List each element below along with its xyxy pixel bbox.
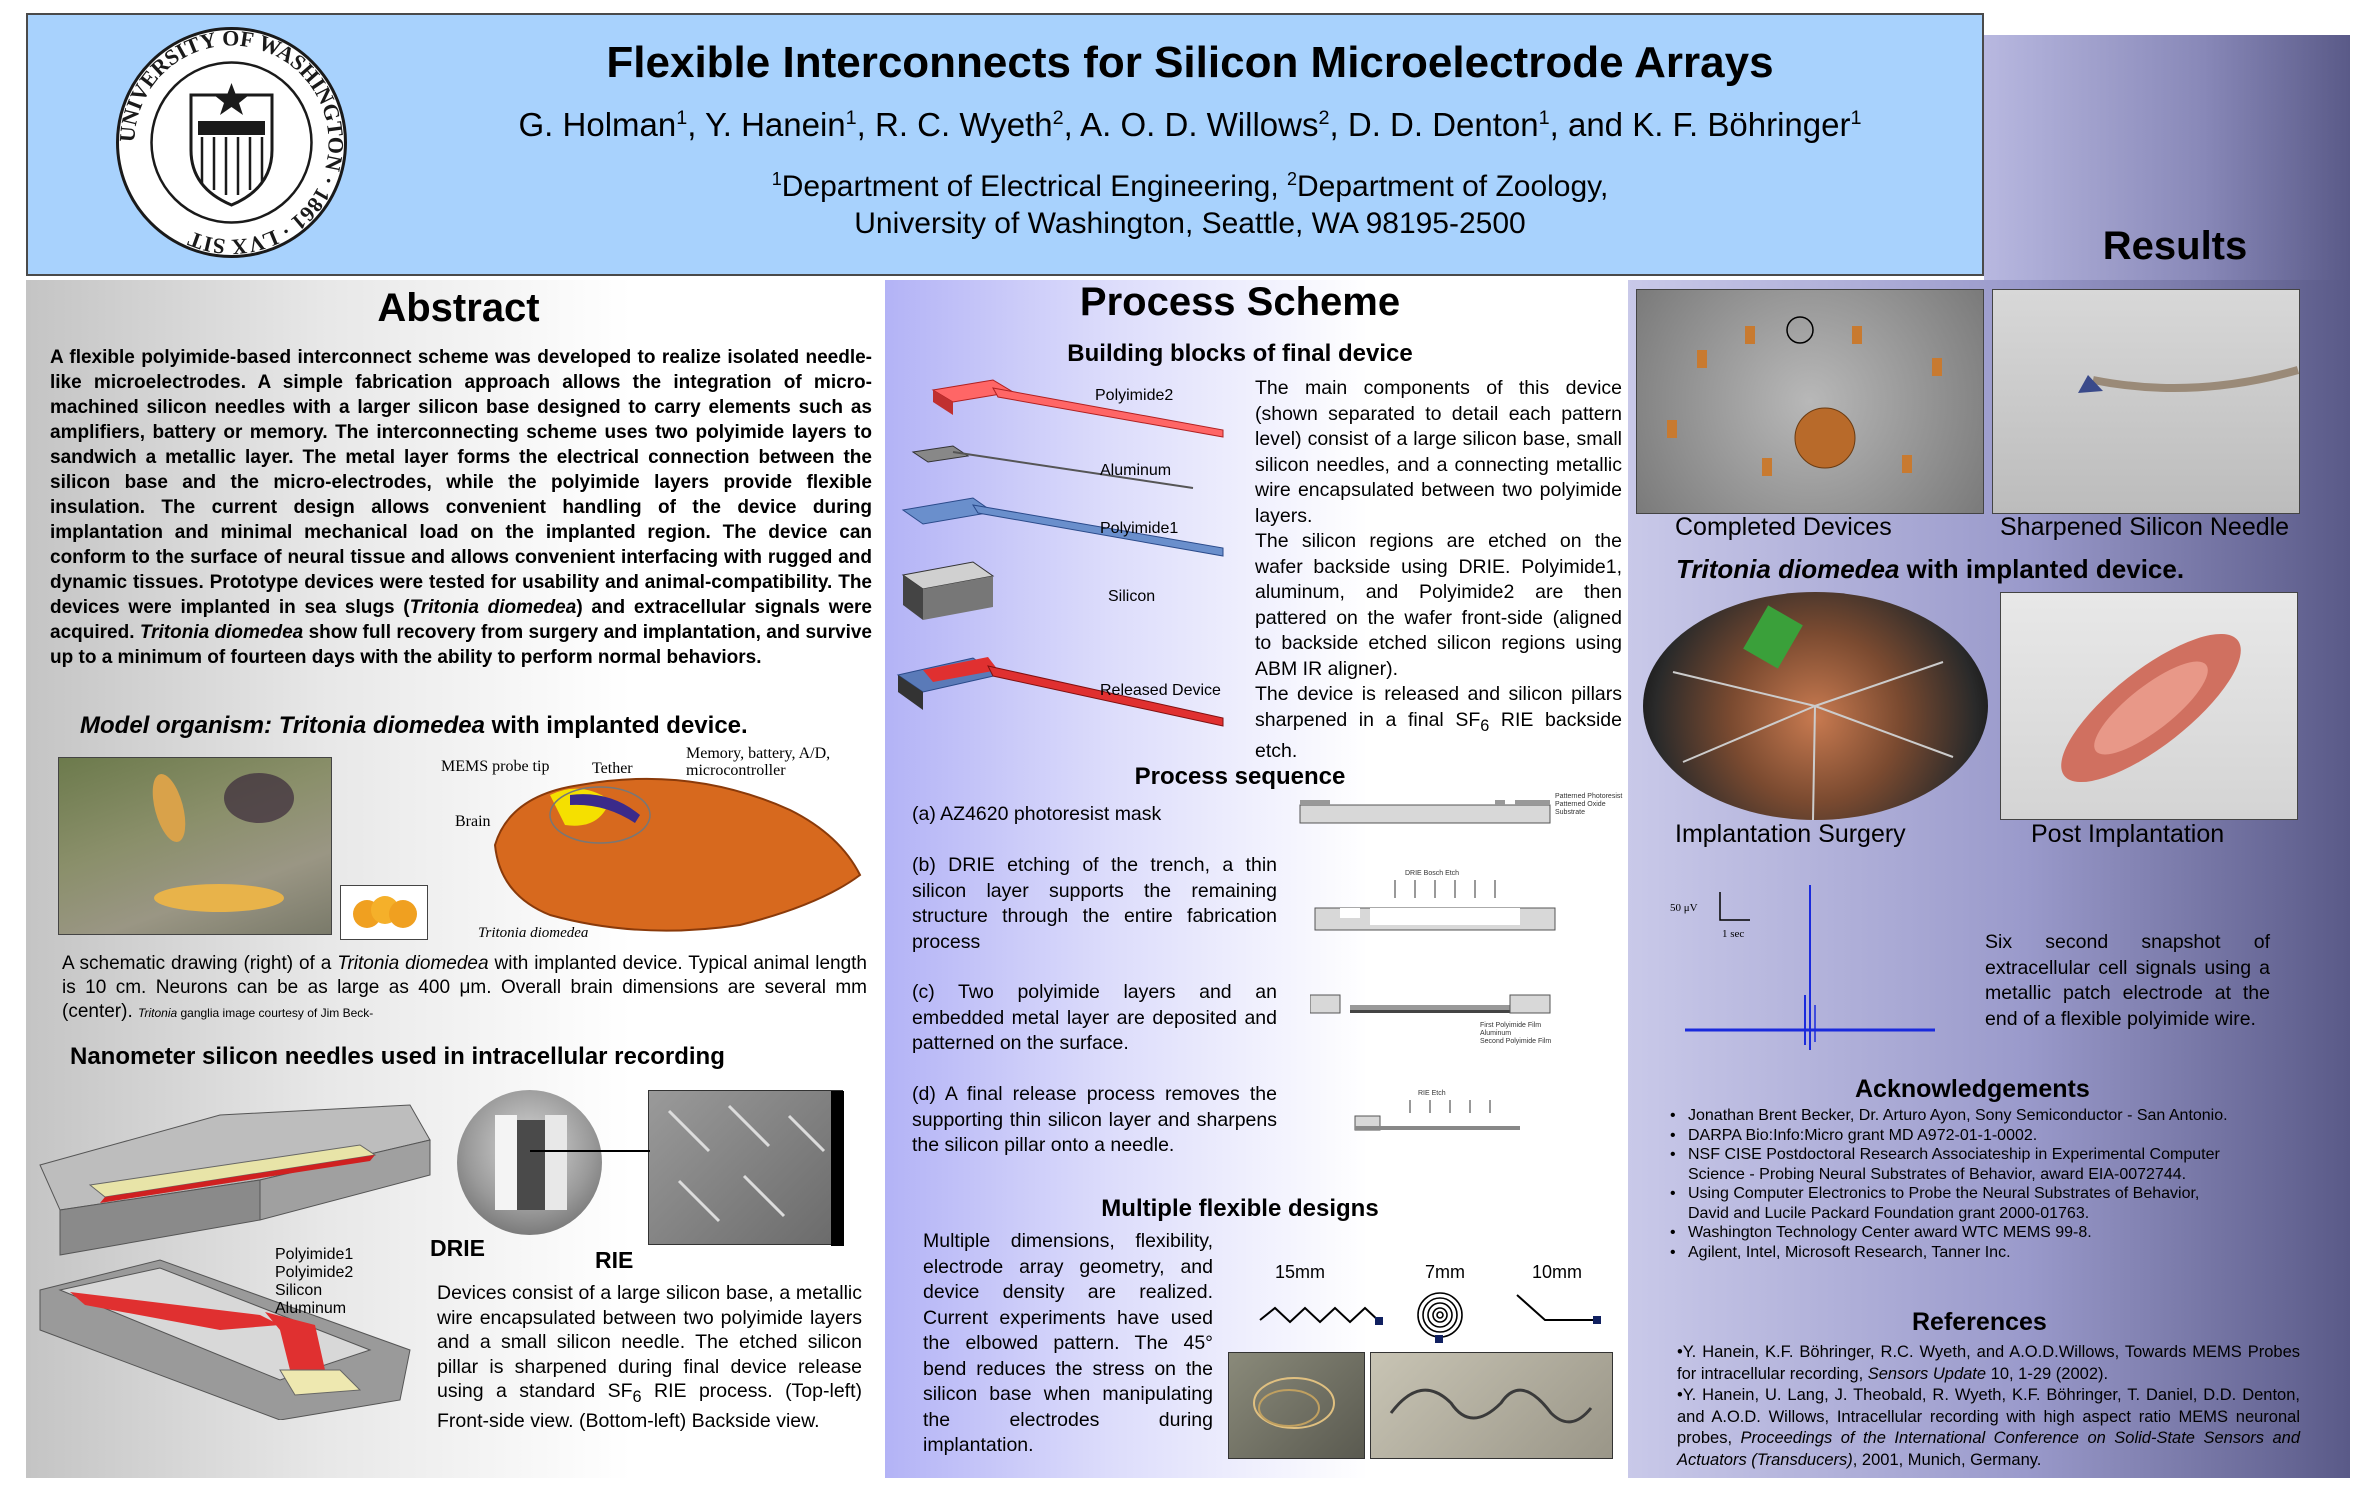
caption-sharpened-needle: Sharpened Silicon Needle (2000, 513, 2290, 541)
author-name: G. Holman (518, 106, 677, 143)
rie-sem-image (648, 1090, 843, 1245)
author-name: R. C. Wyeth (875, 106, 1053, 143)
design-photo-1 (1228, 1352, 1365, 1459)
ack-item: • Jonathan Brent Becker, Dr. Arturo Ayon, Sony Semiconductor - San Antonio. (1670, 1106, 2240, 1126)
caption-implantation-surgery: Implantation Surgery (1675, 820, 1906, 848)
building-blocks-text: The main components of this device (shown separated to detail each pattern level) consist of a large silicon base, small silicon needles, and a connecting metallic wire encapsulated between two polyimide layers. The silicon regions are etched on the wafer backside using DRIE. Polyimide1, aluminum, and Polyimide2 are then pattered on the wafer front-side (aligned to backside etched silicon regions using ABM IR aligner). The device is released and silicon pillars sharpened in a final $SF_6$ RIE backside etch. (1255, 377, 1622, 762)
references-list (1677, 1342, 2300, 1471)
completed-devices-photo (1636, 289, 1984, 514)
design-label-15mm: 15mm (1275, 1262, 1326, 1282)
step-c: (c) Two polyimide layers and an embedded metal layer are deposited and patterned on the surface. (912, 981, 1277, 1054)
process-heading: Process Scheme (1079, 280, 1401, 324)
scale-time: 1 sec (1722, 928, 1745, 940)
diagram-c-labels: First Polyimide Film Aluminum Second Polyimide Film (1480, 1022, 1552, 1045)
design-label-10mm: 10mm (1532, 1262, 1583, 1282)
post-implantation-photo (2000, 592, 2298, 820)
device-front-view (30, 1085, 450, 1265)
sharpened-needle-photo (1992, 289, 2300, 514)
ack-list (1670, 1106, 2240, 1262)
diagram-step-a (1295, 790, 1555, 830)
reference-2: •Y. Hanein, U. Lang, J. Theobald, R. Wyeth, K.F. Böhringer, T. Daniel, D.D. Denton, and A.O.D. Willows, Intracellular recording with high aspect ratio MEMS neuronal probes, Proceedings of the International Conference on Solid-State Sensors and Actuators (Transducers), 2001, Munich, Germany. (1677, 1386, 2300, 1469)
author-name: K. F. Böhringer (1632, 106, 1851, 143)
university-seal (114, 25, 349, 260)
reference-1: •Y. Hanein, K.F. Böhringer, R.C. Wyeth, and A.O.D.Willows, Towards MEMS Probes for intracellular recording, Sensors Update 10, 1-29 (2002). (1677, 1343, 2300, 1383)
ack-item: • Agilent, Intel, Microsoft Research, Tanner Inc. (1670, 1243, 2240, 1263)
diagram-a-labels: Patterned Photoresist Patterned Oxide Substrate (1555, 793, 1623, 816)
scale-voltage: 50 μV (1670, 902, 1698, 914)
ack-item: • Using Computer Electronics to Probe the Neural Substrates of Behavior, David and Lucile Packard Foundation grant 2000-01763. (1670, 1184, 2240, 1223)
species-label: Tritonia diomedea (478, 925, 589, 941)
poster-title: Flexible Interconnects for Silicon Microelectrode Arrays (606, 38, 1774, 87)
tether-label: Tether (592, 760, 633, 777)
references-heading: References (1912, 1308, 2047, 1336)
rie-label: RIE (595, 1247, 634, 1273)
sem-arrow (530, 1150, 650, 1152)
step-d: (d) A final release process removes the supporting thin silicon layer and sharpens the silicon pillar onto a needle. (912, 1083, 1277, 1156)
author-name: D. D. Denton (1347, 106, 1539, 143)
ack-item: • Washington Technology Center award WTC MEMS 99-8. (1670, 1223, 2240, 1243)
step-b: (b) DRIE etching of the trench, a thin silicon layer supports the remaining structure through the entire fabrication process (912, 854, 1277, 953)
drie-sem-image (457, 1090, 602, 1235)
abstract-text: A flexible polyimide-based interconnect scheme was developed to realize isolated needle-like microelectrodes. A simple fabrication approach allows the integration of micro-machined silicon needles with a larger silicon base designed to carry elements such as amplifiers, battery or memory. The interconnecting scheme uses two polyimide layers to sandwich a metallic layer. The metal layer forms the electrical connection between the silicon base and the micro-electrodes, while the polyimide layers provide flexible insulation. The current design allows convenient handling of the device during implantation and minimal mechanical load on the implanted region. The device can conform to the surface of neural tissue and allows convenient interfacing with rugged and dynamic tissues. Prototype devices were tested for usability and animal-compatibility. The devices were implanted in sea slugs (Tritonia diomedea) and extracellular signals were acquired. Tritonia diomedea show full recovery from surgery and implantation, and survive up to a minimum of fourteen days with the ability to perform normal behaviors. (50, 347, 873, 668)
model-caption: A schematic drawing (right) of a Tritonia diomedea with implanted device. Typical animal length is 10 cm. Neurons can be as large as 400 μm. Overall brain dimensions are several mm (center). Tritonia ganglia image courtesy of Jim Beck- (62, 953, 868, 1022)
label-silicon: Silicon (1108, 588, 1156, 605)
building-blocks-heading: Building blocks of final device (1067, 340, 1413, 367)
sea-slug-photo (58, 757, 332, 935)
needles-heading: Nanometer silicon needles used in intracellular recording (70, 1043, 725, 1070)
probe-label: MEMS probe tip (441, 758, 550, 775)
signal-trace (1665, 880, 1965, 1060)
implantation-surgery-photo (1643, 592, 1988, 820)
seal-text: UNIVERSITY OF WASHINGTON · 1861 · LVX SIT (114, 25, 349, 260)
model-heading: Model organism: Tritonia diomedea with implanted device. (80, 712, 748, 739)
drie-label: DRIE (430, 1235, 485, 1261)
caption-post-implantation: Post Implantation (2031, 820, 2225, 848)
slug-schematic (490, 755, 870, 945)
device-back-view (30, 1250, 420, 1420)
ack-item: • DARPA Bio:Info:Micro grant MD A972-01-1-0002. (1670, 1126, 2240, 1146)
memory-label: Memory, battery, A/D, microcontroller (686, 745, 831, 779)
brain-label: Brain (455, 813, 491, 830)
author-list: G. Holman$^1$, Y. Hanein$^1$, R. C. Wyeth$^2$, A. O. D. Willows$^2$, D. D. Denton$^1$, and K. F. Böhringer$^1$ (518, 106, 1862, 143)
needles-text: Devices consist of a large silicon base, a metallic wire encapsulated between two polyimide layers and a small silicon needle. The etched silicon pillar is sharpened during final device release using a standard $SF_6$ RIE process. (Top-left) Front-side view. (Bottom-left) Backside view. (437, 1282, 862, 1433)
designs-heading: Multiple flexible designs (1101, 1195, 1379, 1222)
author-name: A. O. D. Willows (1080, 106, 1319, 143)
results-heading: Results (2102, 224, 2248, 268)
ganglia-photo (340, 885, 428, 940)
label-aluminum: Aluminum (1100, 462, 1172, 479)
design-shapes (1255, 1290, 1615, 1345)
design-photo-2 (1370, 1352, 1613, 1459)
signal-caption: Six second snapshot of extracellular cell signals using a metallic patch electrode at the end of a flexible polyimide wire. (1985, 931, 2270, 1030)
label-polyimide1: Polyimide1 (1100, 520, 1179, 537)
step-a: (a) AZ4620 photoresist mask (912, 803, 1162, 825)
diagram-b-label: DRIE Bosch Etch (1405, 870, 1460, 877)
caption-completed-devices: Completed Devices (1675, 513, 1892, 541)
label-released: Released Device (1100, 682, 1221, 699)
diagram-d-label: RIE Etch (1418, 1090, 1446, 1097)
ack-item: • NSF CISE Postdoctoral Research Associateship in Experimental Computer Science - Probing Neural Substrates of Behavior, award EIA-0072744. (1670, 1145, 2240, 1184)
diagram-step-b (1310, 868, 1560, 933)
abstract-heading: Abstract (377, 286, 540, 330)
layer-legend: Polyimide1 Polyimide2 Silicon Aluminum (275, 1246, 354, 1317)
design-label-7mm: 7mm (1425, 1262, 1465, 1282)
ack-heading: Acknowledgements (1855, 1075, 2090, 1103)
implant-heading: Tritonia diomedea with implanted device. (1676, 554, 2185, 584)
process-sequence-heading: Process sequence (1134, 763, 1346, 790)
label-polyimide2: Polyimide2 (1095, 387, 1174, 404)
author-name: Y. Hanein (704, 106, 846, 143)
affiliations: $^1$Department of Electrical Engineering, $^2$Department of Zoology, University of Washington, Seattle, WA 98195-2500 (771, 169, 1609, 240)
designs-text: Multiple dimensions, flexibility, electrode array geometry, and device density are realized. Current experiments have used the elbowed pattern. The 45° bend reduces the stress on the silicon base when manipulating the electrodes during implantation. (923, 1230, 1213, 1456)
